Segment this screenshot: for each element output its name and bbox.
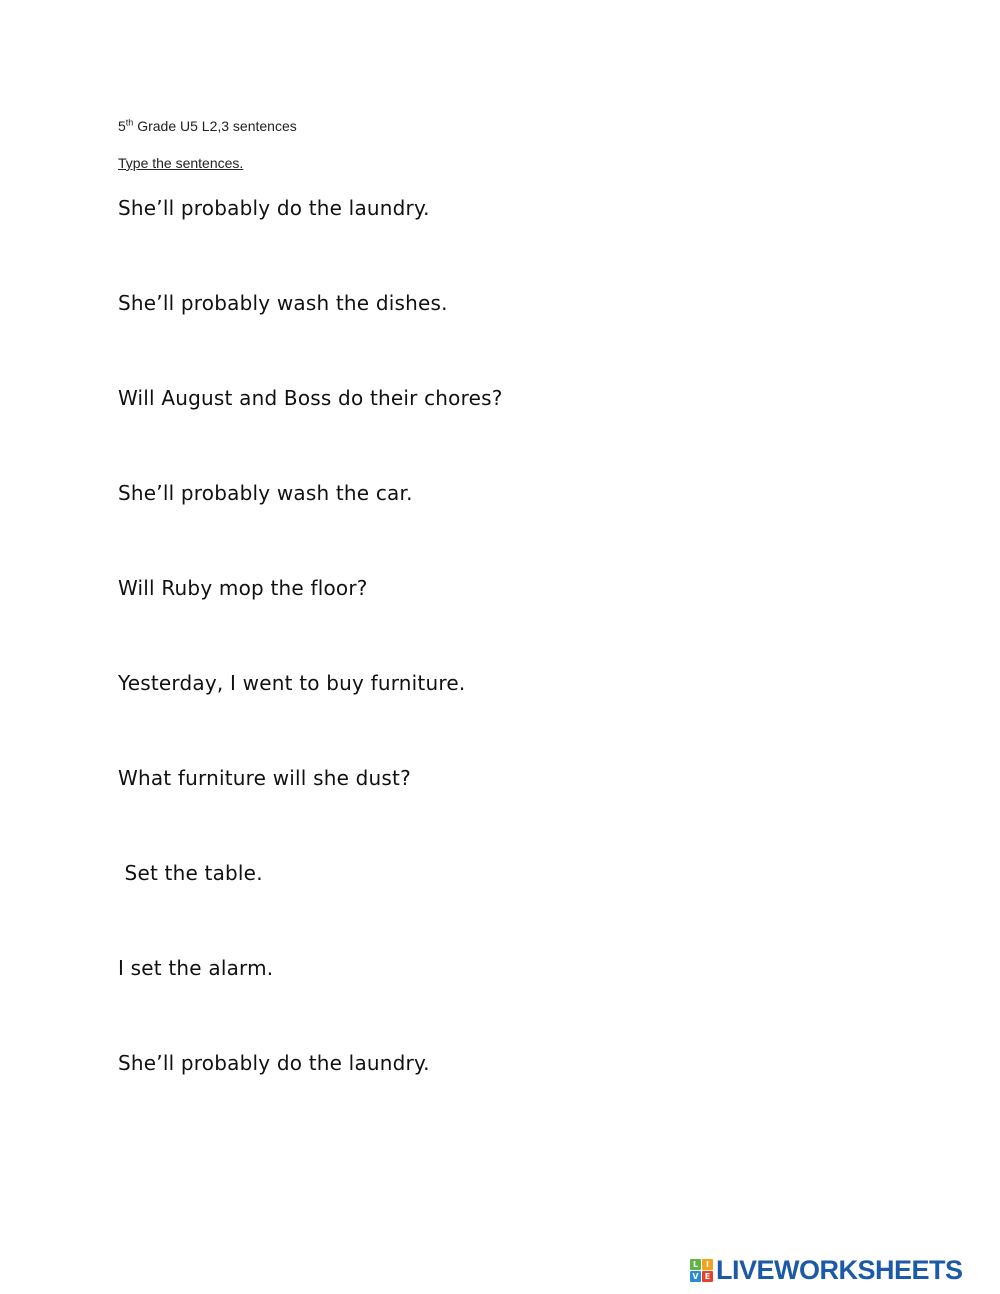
logo-blocks-icon (690, 1259, 713, 1282)
title-text: Grade U5 L2,3 sentences (133, 118, 297, 134)
logo-text: LIVEWORKSHEETS (716, 1254, 963, 1285)
sentence-5: Will Ruby mop the floor? (118, 576, 368, 600)
sentence-4: She’ll probably wash the car. (118, 481, 413, 505)
liveworksheets-logo (690, 1252, 963, 1288)
logo-block-v: V (690, 1271, 701, 1282)
sentence-1: She’ll probably do the laundry. (118, 196, 430, 220)
sentence-3: Will August and Boss do their chores? (118, 386, 503, 410)
instruction-text: Type the sentences. (118, 155, 244, 171)
grade-suffix: th (125, 117, 134, 128)
logo-block-l: L (690, 1259, 701, 1270)
worksheet-title (118, 118, 297, 134)
sentence-8: Set the table. (118, 861, 263, 885)
sentence-10: She’ll probably do the laundry. (118, 1051, 430, 1075)
sentence-9: I set the alarm. (118, 956, 274, 980)
sentence-6: Yesterday, I went to buy furniture. (118, 671, 466, 695)
grade-number: 5 (118, 118, 126, 134)
sentence-2: She’ll probably wash the dishes. (118, 291, 448, 315)
logo-block-i: I (702, 1259, 713, 1270)
sentence-7: What furniture will she dust? (118, 766, 411, 790)
logo-block-e: E (702, 1271, 713, 1282)
